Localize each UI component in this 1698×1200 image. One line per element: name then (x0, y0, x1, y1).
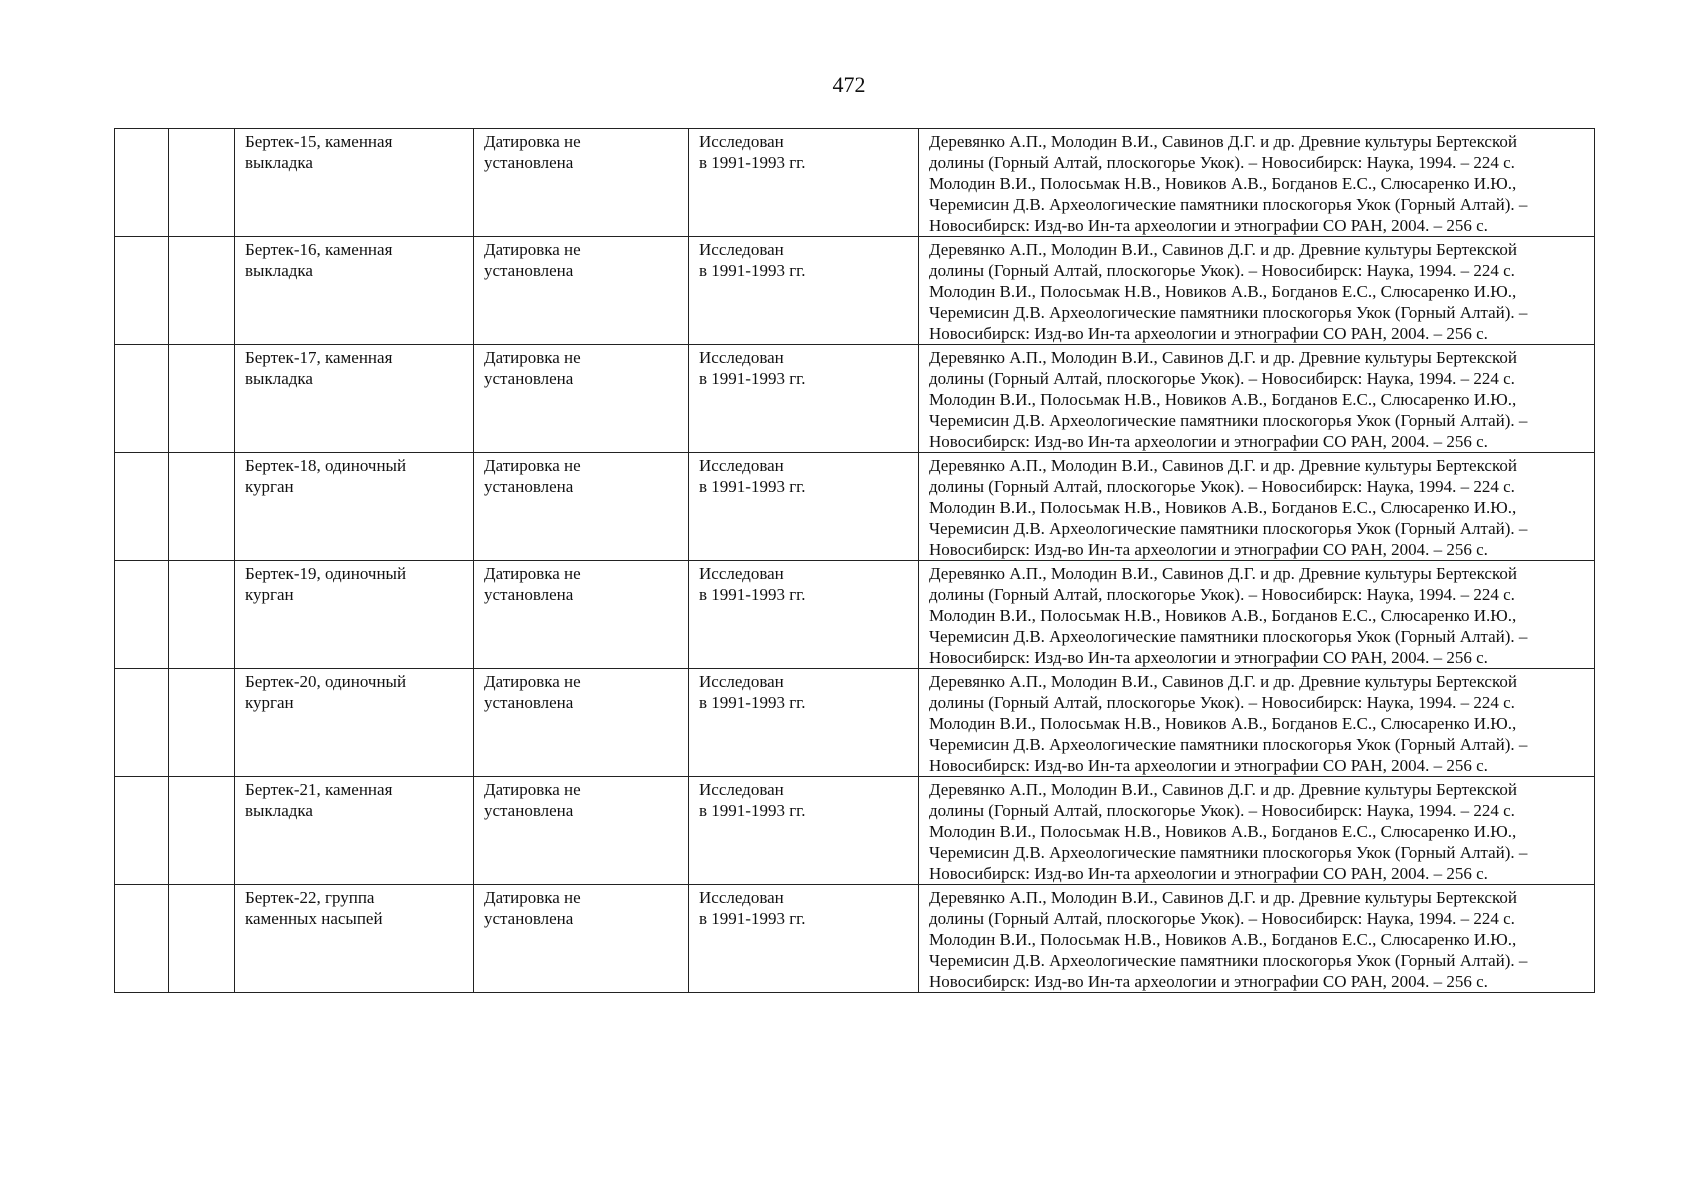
cell-text-line: в 1991-1993 гг. (699, 909, 806, 928)
literature-line: Деревянко А.П., Молодин В.И., Савинов Д.Г. и др. Древние культуры Бертекской (929, 888, 1517, 907)
cell-text-line: выкладка (245, 801, 313, 820)
cell-text-line: установлена (484, 477, 574, 496)
cell-text-line: Бертек-21, каменная (245, 780, 393, 799)
table-row (115, 237, 1595, 345)
cell-text-line: Исследован (699, 348, 784, 367)
dating-cell (474, 561, 689, 669)
study-status-cell (689, 453, 919, 561)
cell-text-line: в 1991-1993 гг. (699, 153, 806, 172)
monument-name-cell (235, 129, 474, 237)
cell-text-line: выкладка (245, 153, 313, 172)
cell-text-line: Датировка не (484, 348, 581, 367)
literature-line: Молодин В.И., Полосьмак Н.В., Новиков А.В., Богданов Е.С., Слюсаренко И.Ю., (929, 822, 1517, 841)
dating-cell (474, 237, 689, 345)
monument-name-cell (235, 453, 474, 561)
page-number: 472 (832, 72, 866, 97)
table-row (115, 777, 1595, 885)
literature-cell (919, 345, 1595, 453)
cell-text-line: курган (245, 693, 294, 712)
monument-name-cell (235, 237, 474, 345)
dating-cell (474, 885, 689, 993)
literature-line: Черемисин Д.В. Археологические памятники плоскогорья Укок (Горный Алтай). – (929, 519, 1528, 538)
literature-line: Молодин В.И., Полосьмак Н.В., Новиков А.В., Богданов Е.С., Слюсаренко И.Ю., (929, 606, 1517, 625)
literature-cell (919, 129, 1595, 237)
cell-text-line: Бертек-16, каменная (245, 240, 393, 259)
cell-text-line: Исследован (699, 780, 784, 799)
study-status-cell (689, 669, 919, 777)
row-code-cell (169, 777, 235, 885)
cell-text-line: выкладка (245, 369, 313, 388)
table-row (115, 885, 1595, 993)
cell-text-line: установлена (484, 909, 574, 928)
study-status-cell (689, 777, 919, 885)
cell-text-line: Бертек-20, одиночный (245, 672, 407, 691)
row-number-cell (115, 237, 169, 345)
row-code-cell (169, 345, 235, 453)
literature-line: долины (Горный Алтай, плоскогорье Укок). – Новосибирск: Наука, 1994. – 224 с. (929, 801, 1515, 820)
literature-line: Черемисин Д.В. Археологические памятники плоскогорья Укок (Горный Алтай). – (929, 735, 1528, 754)
cell-text-line: Исследован (699, 240, 784, 259)
cell-text-line: Бертек-19, одиночный (245, 564, 407, 583)
literature-line: Деревянко А.П., Молодин В.И., Савинов Д.Г. и др. Древние культуры Бертекской (929, 564, 1517, 583)
cell-text-line: курган (245, 477, 294, 496)
table-row (115, 453, 1595, 561)
row-number-cell (115, 885, 169, 993)
literature-line: Новосибирск: Изд-во Ин-та археологии и этнографии СО РАН, 2004. – 256 с. (929, 864, 1488, 883)
monument-name-cell (235, 777, 474, 885)
cell-text-line: каменных насыпей (245, 909, 383, 928)
literature-cell (919, 561, 1595, 669)
monuments-table-body (115, 129, 1595, 993)
literature-line: Молодин В.И., Полосьмак Н.В., Новиков А.В., Богданов Е.С., Слюсаренко И.Ю., (929, 498, 1517, 517)
row-code-cell (169, 885, 235, 993)
cell-text-line: в 1991-1993 гг. (699, 585, 806, 604)
literature-line: долины (Горный Алтай, плоскогорье Укок). – Новосибирск: Наука, 1994. – 224 с. (929, 909, 1515, 928)
dating-cell (474, 453, 689, 561)
row-code-cell (169, 561, 235, 669)
literature-line: Черемисин Д.В. Археологические памятники плоскогорья Укок (Горный Алтай). – (929, 303, 1528, 322)
cell-text-line: Исследован (699, 456, 784, 475)
monument-name-cell (235, 885, 474, 993)
literature-line: Черемисин Д.В. Археологические памятники плоскогорья Укок (Горный Алтай). – (929, 951, 1528, 970)
cell-text-line: Датировка не (484, 240, 581, 259)
row-number-cell (115, 129, 169, 237)
study-status-cell (689, 885, 919, 993)
row-code-cell (169, 129, 235, 237)
literature-line: долины (Горный Алтай, плоскогорье Укок). – Новосибирск: Наука, 1994. – 224 с. (929, 369, 1515, 388)
cell-text-line: установлена (484, 261, 574, 280)
literature-cell (919, 885, 1595, 993)
dating-cell (474, 777, 689, 885)
cell-text-line: в 1991-1993 гг. (699, 801, 806, 820)
literature-line: долины (Горный Алтай, плоскогорье Укок). – Новосибирск: Наука, 1994. – 224 с. (929, 585, 1515, 604)
literature-line: Черемисин Д.В. Археологические памятники плоскогорья Укок (Горный Алтай). – (929, 411, 1528, 430)
literature-line: Молодин В.И., Полосьмак Н.В., Новиков А.В., Богданов Е.С., Слюсаренко И.Ю., (929, 282, 1517, 301)
literature-line: Новосибирск: Изд-во Ин-та археологии и этнографии СО РАН, 2004. – 256 с. (929, 324, 1488, 343)
cell-text-line: в 1991-1993 гг. (699, 369, 806, 388)
row-number-cell (115, 453, 169, 561)
cell-text-line: Бертек-15, каменная (245, 132, 393, 151)
dating-cell (474, 345, 689, 453)
literature-cell (919, 453, 1595, 561)
cell-text-line: Исследован (699, 888, 784, 907)
monument-name-cell (235, 345, 474, 453)
literature-line: Молодин В.И., Полосьмак Н.В., Новиков А.В., Богданов Е.С., Слюсаренко И.Ю., (929, 714, 1517, 733)
literature-cell (919, 777, 1595, 885)
row-number-cell (115, 561, 169, 669)
literature-line: Деревянко А.П., Молодин В.И., Савинов Д.Г. и др. Древние культуры Бертекской (929, 672, 1517, 691)
cell-text-line: Датировка не (484, 456, 581, 475)
literature-line: Новосибирск: Изд-во Ин-та археологии и этнографии СО РАН, 2004. – 256 с. (929, 540, 1488, 559)
literature-line: Молодин В.И., Полосьмак Н.В., Новиков А.В., Богданов Е.С., Слюсаренко И.Ю., (929, 930, 1517, 949)
cell-text-line: Бертек-17, каменная (245, 348, 393, 367)
literature-line: Молодин В.И., Полосьмак Н.В., Новиков А.В., Богданов Е.С., Слюсаренко И.Ю., (929, 174, 1517, 193)
cell-text-line: выкладка (245, 261, 313, 280)
literature-line: Новосибирск: Изд-во Ин-та археологии и этнографии СО РАН, 2004. – 256 с. (929, 432, 1488, 451)
cell-text-line: установлена (484, 153, 574, 172)
cell-text-line: в 1991-1993 гг. (699, 693, 806, 712)
literature-line: Новосибирск: Изд-во Ин-та археологии и этнографии СО РАН, 2004. – 256 с. (929, 756, 1488, 775)
row-code-cell (169, 237, 235, 345)
cell-text-line: в 1991-1993 гг. (699, 477, 806, 496)
cell-text-line: в 1991-1993 гг. (699, 261, 806, 280)
table-row (115, 345, 1595, 453)
monument-name-cell (235, 561, 474, 669)
literature-line: долины (Горный Алтай, плоскогорье Укок). – Новосибирск: Наука, 1994. – 224 с. (929, 261, 1515, 280)
study-status-cell (689, 129, 919, 237)
cell-text-line: Датировка не (484, 888, 581, 907)
row-number-cell (115, 669, 169, 777)
literature-line: Новосибирск: Изд-во Ин-та археологии и этнографии СО РАН, 2004. – 256 с. (929, 216, 1488, 235)
cell-text-line: Датировка не (484, 564, 581, 583)
cell-text-line: Исследован (699, 564, 784, 583)
literature-line: Деревянко А.П., Молодин В.И., Савинов Д.Г. и др. Древние культуры Бертекской (929, 132, 1517, 151)
monument-name-cell (235, 669, 474, 777)
literature-line: Деревянко А.П., Молодин В.И., Савинов Д.Г. и др. Древние культуры Бертекской (929, 240, 1517, 259)
cell-text-line: Датировка не (484, 780, 581, 799)
literature-line: Черемисин Д.В. Археологические памятники плоскогорья Укок (Горный Алтай). – (929, 843, 1528, 862)
study-status-cell (689, 345, 919, 453)
dating-cell (474, 669, 689, 777)
cell-text-line: установлена (484, 801, 574, 820)
dating-cell (474, 129, 689, 237)
row-number-cell (115, 345, 169, 453)
study-status-cell (689, 561, 919, 669)
cell-text-line: Исследован (699, 132, 784, 151)
cell-text-line: установлена (484, 693, 574, 712)
cell-text-line: установлена (484, 585, 574, 604)
row-code-cell (169, 453, 235, 561)
cell-text-line: курган (245, 585, 294, 604)
cell-text-line: Бертек-18, одиночный (245, 456, 407, 475)
monuments-table (114, 128, 1595, 993)
cell-text-line: Датировка не (484, 132, 581, 151)
literature-line: Деревянко А.П., Молодин В.И., Савинов Д.Г. и др. Древние культуры Бертекской (929, 456, 1517, 475)
literature-cell (919, 669, 1595, 777)
literature-line: Новосибирск: Изд-во Ин-та археологии и этнографии СО РАН, 2004. – 256 с. (929, 648, 1488, 667)
literature-line: Деревянко А.П., Молодин В.И., Савинов Д.Г. и др. Древние культуры Бертекской (929, 348, 1517, 367)
literature-line: долины (Горный Алтай, плоскогорье Укок). – Новосибирск: Наука, 1994. – 224 с. (929, 477, 1515, 496)
literature-line: долины (Горный Алтай, плоскогорье Укок). – Новосибирск: Наука, 1994. – 224 с. (929, 693, 1515, 712)
literature-line: Новосибирск: Изд-во Ин-та археологии и этнографии СО РАН, 2004. – 256 с. (929, 972, 1488, 991)
cell-text-line: Исследован (699, 672, 784, 691)
literature-line: Черемисин Д.В. Археологические памятники плоскогорья Укок (Горный Алтай). – (929, 195, 1528, 214)
literature-line: Молодин В.И., Полосьмак Н.В., Новиков А.В., Богданов Е.С., Слюсаренко И.Ю., (929, 390, 1517, 409)
study-status-cell (689, 237, 919, 345)
literature-line: Деревянко А.П., Молодин В.И., Савинов Д.Г. и др. Древние культуры Бертекской (929, 780, 1517, 799)
cell-text-line: Датировка не (484, 672, 581, 691)
literature-line: долины (Горный Алтай, плоскогорье Укок). – Новосибирск: Наука, 1994. – 224 с. (929, 153, 1515, 172)
literature-cell (919, 237, 1595, 345)
row-number-cell (115, 777, 169, 885)
table-row (115, 561, 1595, 669)
row-code-cell (169, 669, 235, 777)
literature-line: Черемисин Д.В. Археологические памятники плоскогорья Укок (Горный Алтай). – (929, 627, 1528, 646)
cell-text-line: установлена (484, 369, 574, 388)
table-row (115, 129, 1595, 237)
table-row (115, 669, 1595, 777)
cell-text-line: Бертек-22, группа (245, 888, 375, 907)
